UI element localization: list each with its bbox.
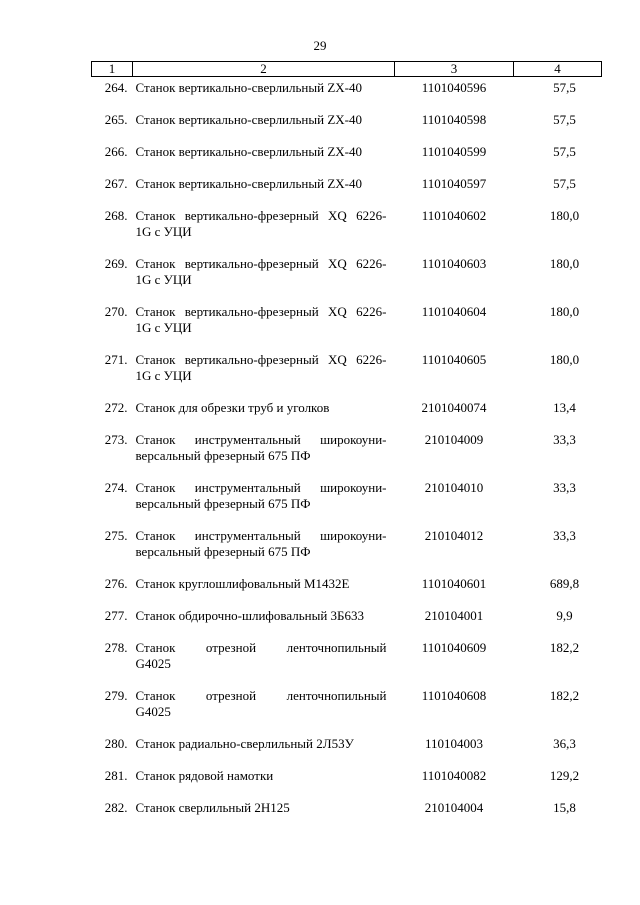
equipment-name bbox=[133, 253, 395, 301]
inventory-code: 1101040601 bbox=[421, 576, 487, 591]
row-number: 264. bbox=[104, 80, 128, 95]
equipment-name-line: версальный фрезерный 675 ПФ bbox=[135, 544, 311, 559]
inventory-code: 1101040082 bbox=[421, 768, 487, 783]
inventory-code: 1101040603 bbox=[421, 256, 487, 271]
equipment-name-line: Станок вертикально-фрезерный XQ 6226- bbox=[135, 352, 387, 367]
row-number: 270. bbox=[104, 304, 128, 319]
table-row bbox=[92, 733, 602, 765]
equipment-name bbox=[133, 797, 395, 829]
value-cell: 33,3 bbox=[553, 432, 576, 447]
equipment-name-line: Станок сверлильный 2Н125 bbox=[135, 800, 290, 815]
table-row bbox=[92, 477, 602, 525]
row-number: 272. bbox=[104, 400, 128, 415]
equipment-name bbox=[133, 637, 395, 685]
inventory-code: 1101040605 bbox=[421, 352, 487, 367]
row-number: 275. bbox=[104, 528, 128, 543]
row-number: 273. bbox=[104, 432, 128, 447]
equipment-name-line: версальный фрезерный 675 ПФ bbox=[135, 448, 311, 463]
value-cell: 182,2 bbox=[549, 640, 580, 655]
equipment-name-line: Станок обдирочно-шлифовальный 3Б633 bbox=[135, 608, 364, 623]
table-row bbox=[92, 525, 602, 573]
equipment-name-line: 1G с УЦИ bbox=[135, 320, 192, 335]
equipment-name-line: Станок отрезной ленточнопильный bbox=[135, 688, 387, 703]
row-number: 276. bbox=[104, 576, 128, 591]
equipment-name bbox=[133, 573, 395, 605]
table-row bbox=[92, 765, 602, 797]
equipment-name bbox=[133, 765, 395, 797]
row-number: 277. bbox=[104, 608, 128, 623]
equipment-name-line: Станок круглошлифовальный М1432Е bbox=[135, 576, 350, 591]
equipment-name bbox=[133, 605, 395, 637]
equipment-name bbox=[133, 301, 395, 349]
table-row bbox=[92, 301, 602, 349]
value-cell: 57,5 bbox=[553, 80, 576, 95]
equipment-name bbox=[133, 429, 395, 477]
value-cell: 180,0 bbox=[549, 304, 580, 319]
equipment-name-line: G4025 bbox=[135, 704, 171, 719]
table-row bbox=[92, 797, 602, 829]
equipment-name-line: Станок рядовой намотки bbox=[135, 768, 274, 783]
header-col-4: 4 bbox=[514, 62, 602, 77]
table-body bbox=[92, 77, 602, 830]
table-row bbox=[92, 205, 602, 253]
table-row bbox=[92, 637, 602, 685]
value-cell: 9,9 bbox=[556, 608, 573, 623]
equipment-name-line: Станок вертикально-сверлильный ZX-40 bbox=[135, 80, 362, 95]
inventory-code: 210104010 bbox=[424, 480, 484, 495]
inventory-code: 1101040608 bbox=[421, 688, 487, 703]
equipment-name bbox=[133, 733, 395, 765]
equipment-table-container bbox=[91, 61, 601, 829]
inventory-code: 1101040596 bbox=[421, 80, 487, 95]
equipment-name-line: 1G с УЦИ bbox=[135, 272, 192, 287]
equipment-name bbox=[133, 477, 395, 525]
equipment-name-line: Станок вертикально-сверлильный ZX-40 bbox=[135, 144, 362, 159]
row-number: 280. bbox=[104, 736, 128, 751]
row-number: 274. bbox=[104, 480, 128, 495]
value-cell: 129,2 bbox=[549, 768, 580, 783]
value-cell: 57,5 bbox=[553, 176, 576, 191]
row-number: 268. bbox=[104, 208, 128, 223]
equipment-name-line: Станок инструментальный широкоуни- bbox=[135, 528, 387, 543]
table-row bbox=[92, 77, 602, 110]
equipment-name bbox=[133, 685, 395, 733]
value-cell: 15,8 bbox=[553, 800, 576, 815]
value-cell: 33,3 bbox=[553, 528, 576, 543]
value-cell: 57,5 bbox=[553, 144, 576, 159]
row-number: 282. bbox=[104, 800, 128, 815]
row-number: 271. bbox=[104, 352, 128, 367]
row-number: 267. bbox=[104, 176, 128, 191]
row-number: 281. bbox=[104, 768, 128, 783]
header-col-2: 2 bbox=[133, 62, 395, 77]
equipment-name-line: Станок вертикально-фрезерный XQ 6226- bbox=[135, 256, 387, 271]
inventory-code: 1101040604 bbox=[421, 304, 487, 319]
value-cell: 182,2 bbox=[549, 688, 580, 703]
inventory-code: 1101040599 bbox=[421, 144, 487, 159]
row-number: 269. bbox=[104, 256, 128, 271]
inventory-code: 210104004 bbox=[424, 800, 484, 815]
value-cell: 180,0 bbox=[549, 208, 580, 223]
table-row bbox=[92, 253, 602, 301]
inventory-code: 210104001 bbox=[424, 608, 484, 623]
header-col-3: 3 bbox=[395, 62, 514, 77]
table-row bbox=[92, 173, 602, 205]
value-cell: 36,3 bbox=[553, 736, 576, 751]
table-row bbox=[92, 429, 602, 477]
equipment-name-line: 1G с УЦИ bbox=[135, 224, 192, 239]
header-col-1: 1 bbox=[92, 62, 133, 77]
equipment-name bbox=[133, 205, 395, 253]
header-row bbox=[92, 62, 602, 77]
table-row bbox=[92, 397, 602, 429]
table-row bbox=[92, 109, 602, 141]
table-row bbox=[92, 349, 602, 397]
equipment-name-line: Станок вертикально-сверлильный ZX-40 bbox=[135, 112, 362, 127]
row-number: 278. bbox=[104, 640, 128, 655]
inventory-code: 1101040602 bbox=[421, 208, 487, 223]
equipment-name bbox=[133, 77, 395, 110]
equipment-name-line: G4025 bbox=[135, 656, 171, 671]
equipment-name bbox=[133, 109, 395, 141]
equipment-name bbox=[133, 141, 395, 173]
row-number: 265. bbox=[104, 112, 128, 127]
value-cell: 33,3 bbox=[553, 480, 576, 495]
table-row bbox=[92, 141, 602, 173]
inventory-code: 1101040609 bbox=[421, 640, 487, 655]
equipment-table bbox=[91, 61, 602, 829]
page-number: 29 bbox=[313, 38, 327, 53]
value-cell: 180,0 bbox=[549, 256, 580, 271]
equipment-name bbox=[133, 349, 395, 397]
equipment-name-line: Станок для обрезки труб и уголков bbox=[135, 400, 330, 415]
equipment-name-line: Станок вертикально-фрезерный XQ 6226- bbox=[135, 304, 387, 319]
table-row bbox=[92, 685, 602, 733]
equipment-name-line: Станок радиально-сверлильный 2Л53У bbox=[135, 736, 354, 751]
inventory-code: 110104003 bbox=[424, 736, 484, 751]
equipment-name-line: Станок вертикально-сверлильный ZX-40 bbox=[135, 176, 362, 191]
value-cell: 689,8 bbox=[549, 576, 580, 591]
row-number: 279. bbox=[104, 688, 128, 703]
table-row bbox=[92, 573, 602, 605]
inventory-code: 1101040597 bbox=[421, 176, 487, 191]
value-cell: 180,0 bbox=[549, 352, 580, 367]
inventory-code: 210104012 bbox=[424, 528, 484, 543]
equipment-name-line: Станок вертикально-фрезерный XQ 6226- bbox=[135, 208, 387, 223]
equipment-name bbox=[133, 173, 395, 205]
equipment-name bbox=[133, 525, 395, 573]
equipment-name-line: Станок инструментальный широкоуни- bbox=[135, 480, 387, 495]
row-number: 266. bbox=[104, 144, 128, 159]
equipment-name-line: Станок инструментальный широкоуни- bbox=[135, 432, 387, 447]
table-header bbox=[92, 62, 602, 77]
inventory-code: 210104009 bbox=[424, 432, 484, 447]
value-cell: 13,4 bbox=[553, 400, 576, 415]
value-cell: 57,5 bbox=[553, 112, 576, 127]
equipment-name bbox=[133, 397, 395, 429]
inventory-code: 2101040074 bbox=[421, 400, 487, 415]
table-row bbox=[92, 605, 602, 637]
inventory-code: 1101040598 bbox=[421, 112, 487, 127]
equipment-name-line: версальный фрезерный 675 ПФ bbox=[135, 496, 311, 511]
equipment-name-line: 1G с УЦИ bbox=[135, 368, 192, 383]
equipment-name-line: Станок отрезной ленточнопильный bbox=[135, 640, 387, 655]
